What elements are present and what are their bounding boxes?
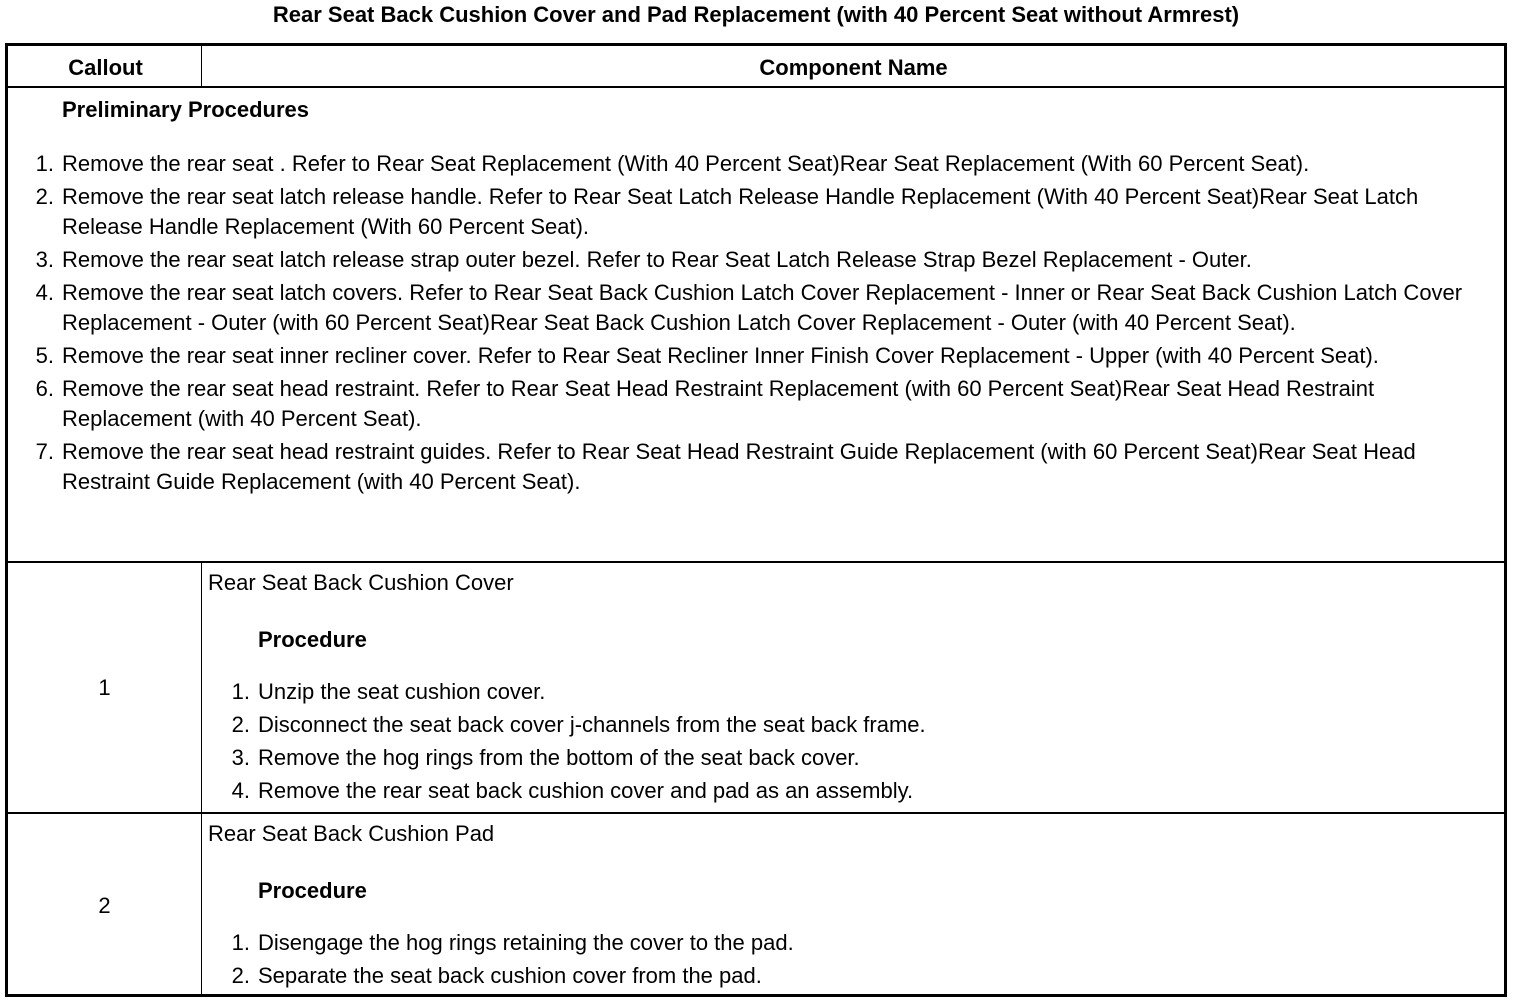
- list-item: [35, 245, 1498, 275]
- list-item: [35, 182, 1498, 242]
- list-item: [35, 374, 1498, 434]
- list-item-number: 1.: [231, 930, 250, 955]
- list-item: [231, 928, 1458, 958]
- list-item-text: Separate the seat back cushion cover from the pad.: [258, 963, 762, 988]
- row-2-steps-list: [231, 928, 1458, 994]
- list-item-number: 4.: [35, 280, 54, 305]
- list-item-number: 1.: [231, 679, 250, 704]
- row-1-steps-list: [231, 677, 1458, 809]
- list-item-text: Remove the rear seat back cushion cover and pad as an assembly.: [258, 778, 914, 803]
- document-title: Rear Seat Back Cushion Cover and Pad Replacement (with 40 Percent Seat without Armrest): [272, 2, 1240, 27]
- column-header-component-name: Component Name: [759, 55, 948, 80]
- procedure-table: [5, 43, 1507, 997]
- list-item-text: Remove the rear seat head restraint. Refer to Rear Seat Head Restraint Replacement (with 60 Percent Seat)Rear Seat Head Restraint Replacement (with 40 Percent Seat).: [62, 376, 1375, 431]
- row-2-column-divider: [201, 813, 202, 997]
- list-item-number: 4.: [231, 778, 250, 803]
- list-item: [231, 961, 1458, 991]
- list-item-number: 3.: [35, 247, 54, 272]
- row-1-component-name: Rear Seat Back Cushion Cover: [208, 570, 514, 595]
- list-item: [35, 278, 1498, 338]
- list-item: [35, 437, 1498, 497]
- row-1-callout: 1: [98, 675, 111, 700]
- row-2-procedure-heading: Procedure: [258, 878, 367, 903]
- row-1-column-divider: [201, 562, 202, 812]
- preliminary-procedures-heading: Preliminary Procedures: [62, 97, 310, 122]
- list-item: [231, 710, 1458, 740]
- preliminary-divider: [8, 561, 1504, 563]
- list-item: [231, 776, 1458, 806]
- list-item-number: 2.: [231, 712, 250, 737]
- list-item-text: Remove the hog rings from the bottom of the seat back cover.: [258, 745, 860, 770]
- list-item-number: 7.: [35, 439, 54, 464]
- header-divider: [8, 86, 1504, 88]
- list-item-text: Remove the rear seat head restraint guides. Refer to Rear Seat Head Restraint Guide Replacement (with 60 Percent Seat)Rear Seat Head Restraint Guide Replacement (with 40 Percent Seat).: [62, 439, 1416, 494]
- header-column-divider: [201, 46, 202, 86]
- list-item-text: Remove the rear seat latch covers. Refer to Rear Seat Back Cushion Latch Cover Replacement - Inner or Rear Seat Back Cushion Latch Cover Replacement - Outer (with 60 Percent Seat)Rear Seat Back Cushion Latch Cover Replacement - Outer (with 40 Percent Seat).: [62, 280, 1463, 335]
- list-item-number: 6.: [35, 376, 54, 401]
- list-item: [35, 149, 1498, 179]
- list-item: [35, 341, 1498, 371]
- list-item-text: Remove the rear seat latch release handle. Refer to Rear Seat Latch Release Handle Replacement (With 40 Percent Seat)Rear Seat Latch Release Handle Replacement (With 60 Percent Seat).: [62, 184, 1419, 239]
- list-item: [231, 677, 1458, 707]
- list-item-number: 1.: [35, 151, 54, 176]
- list-item: [231, 743, 1458, 773]
- list-item-number: 3.: [231, 745, 250, 770]
- list-item-text: Disengage the hog rings retaining the cover to the pad.: [258, 930, 794, 955]
- row-2-component-name: Rear Seat Back Cushion Pad: [208, 821, 495, 846]
- column-header-callout: Callout: [68, 55, 143, 80]
- preliminary-steps-list: [35, 149, 1498, 500]
- row-1-procedure-heading: Procedure: [258, 627, 367, 652]
- list-item-text: Remove the rear seat latch release strap outer bezel. Refer to Rear Seat Latch Release Strap Bezel Replacement - Outer.: [62, 247, 1252, 272]
- list-item-number: 2.: [231, 963, 250, 988]
- list-item-text: Remove the rear seat inner recliner cover. Refer to Rear Seat Recliner Inner Finish Cover Replacement - Upper (with 40 Percent Seat).: [62, 343, 1379, 368]
- row-2-callout: 2: [98, 893, 111, 918]
- row-1-divider: [8, 812, 1504, 814]
- list-item-text: Unzip the seat cushion cover.: [258, 679, 546, 704]
- list-item-number: 5.: [35, 343, 54, 368]
- list-item-text: Remove the rear seat . Refer to Rear Seat Replacement (With 40 Percent Seat)Rear Seat Replacement (With 60 Percent Seat).: [62, 151, 1310, 176]
- list-item-number: 2.: [35, 184, 54, 209]
- list-item-text: Disconnect the seat back cover j-channels from the seat back frame.: [258, 712, 926, 737]
